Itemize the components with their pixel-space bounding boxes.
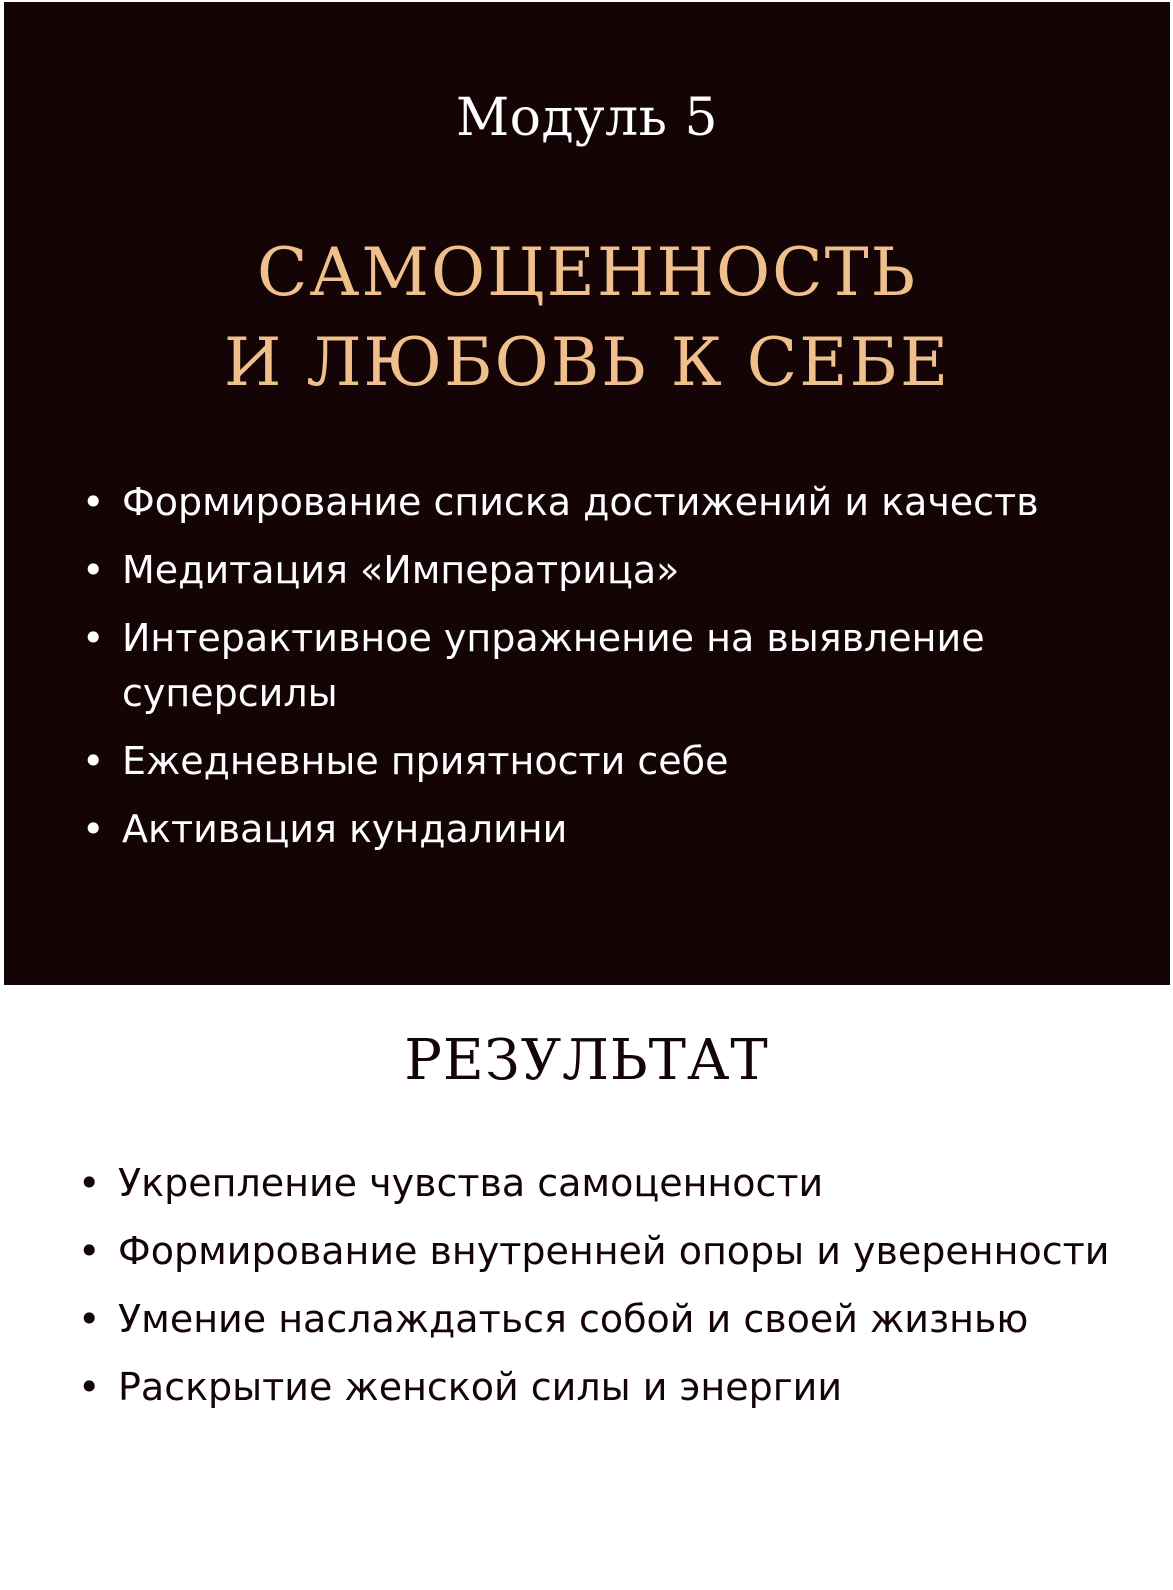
- module-label: Модуль 5: [455, 88, 719, 148]
- list-item-text: Умение наслаждаться собой и своей жизнью: [118, 1297, 1029, 1341]
- bullet-icon: •: [82, 548, 105, 592]
- list-item-text: Активация кундалини: [122, 807, 568, 851]
- module-title-line-2: И ЛЮБОВЬ К СЕБЕ: [223, 324, 951, 401]
- bullet-icon: •: [82, 807, 105, 851]
- result-list: [74, 1156, 1164, 1428]
- bullet-icon: •: [78, 1297, 101, 1341]
- list-item: [74, 1292, 1164, 1347]
- list-item-text: Формирование списка достижений и качеств: [122, 480, 1039, 524]
- list-item: [74, 1224, 1164, 1279]
- result-title: РЕЗУЛЬТАТ: [404, 1028, 769, 1093]
- bullet-icon: •: [82, 480, 105, 524]
- list-item: [78, 734, 1078, 789]
- list-item: [78, 543, 1078, 598]
- module-title: [4, 228, 1170, 408]
- bullet-icon: •: [78, 1161, 101, 1205]
- list-item: [74, 1360, 1164, 1415]
- list-item-text: Ежедневные приятности себе: [122, 739, 729, 783]
- module-content-list: [78, 475, 1078, 870]
- list-item: [78, 802, 1078, 857]
- module-title-line-1: САМОЦЕННОСТЬ: [256, 234, 918, 311]
- list-item-text: Медитация «Императрица»: [122, 548, 680, 592]
- bullet-icon: •: [82, 739, 105, 783]
- list-item: [78, 475, 1078, 530]
- list-item-text: Интерактивное упражнение на выявление суперсилы: [122, 616, 985, 715]
- list-item-text: Раскрытие женской силы и энергии: [118, 1365, 843, 1409]
- bullet-icon: •: [78, 1229, 101, 1273]
- bullet-icon: •: [78, 1365, 101, 1409]
- bullet-icon: •: [82, 616, 105, 660]
- list-item-text: Формирование внутренней опоры и уверенности: [118, 1229, 1110, 1273]
- list-item: [74, 1156, 1164, 1211]
- list-item-text: Укрепление чувства самоценности: [118, 1161, 824, 1205]
- module-panel: [4, 2, 1170, 985]
- list-item: [78, 611, 1078, 721]
